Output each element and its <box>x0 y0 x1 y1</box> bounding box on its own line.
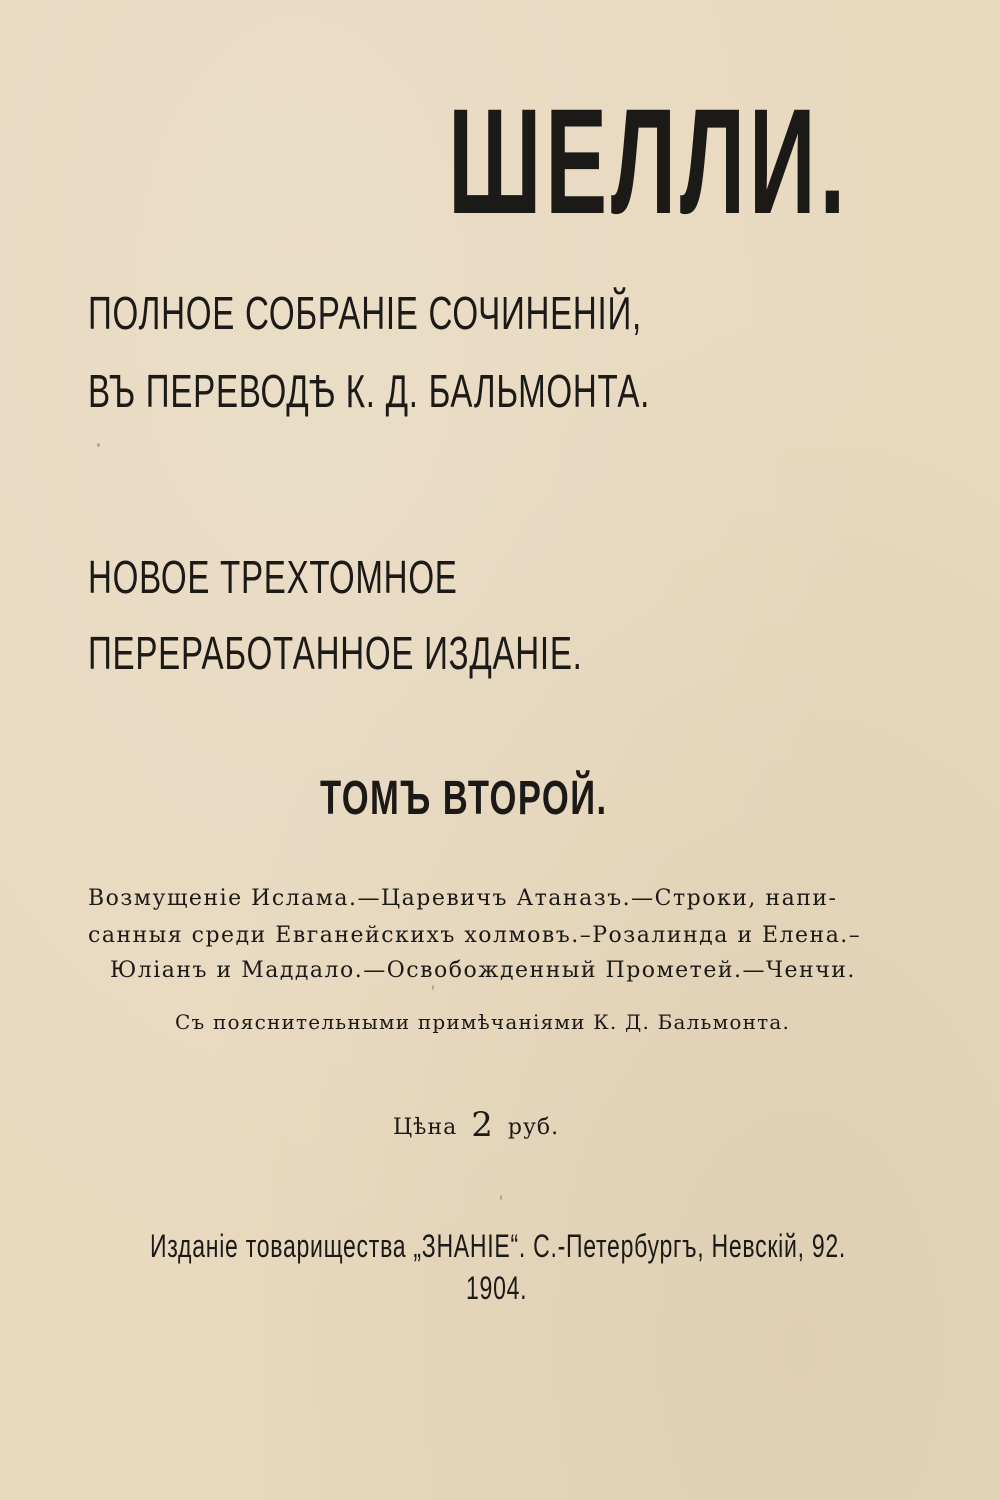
price <box>393 1105 560 1145</box>
price-amount: 2 <box>471 1105 494 1145</box>
contents-line-1: Возмущеніе Ислама.—Царевичъ Атаназъ.—Строки, напи- <box>88 886 838 911</box>
book-title: ШЕЛЛИ. <box>448 77 850 245</box>
price-unit: руб. <box>507 1115 560 1140</box>
edition-line-1: НОВОЕ ТРЕХТОМНОЕ <box>88 551 458 603</box>
paper-speck <box>432 985 434 990</box>
volume-heading: ТОМЪ ВТОРОЙ. <box>320 772 608 825</box>
paper-speck <box>500 1195 502 1200</box>
publisher-line: Изданіе товарищества „ЗНАНІЕ“. С.-Петербургъ, Невскій, 92. <box>150 1228 847 1264</box>
subtitle-line-2: ВЪ ПЕРЕВОДѢ К. Д. БАЛЬМОНТА. <box>88 365 651 417</box>
notes-line: Съ пояснительными примѣчаніями К. Д. Бальмонта. <box>175 1010 791 1034</box>
price-label: Цѣна <box>393 1115 458 1140</box>
paper-speck <box>97 443 100 447</box>
publication-year: 1904. <box>466 1270 528 1306</box>
edition-line-2: ПЕРЕРАБОТАННОЕ ИЗДАНІЕ. <box>88 627 583 679</box>
contents-line-3: Юліанъ и Маддало.—Освобожденный Прометей.—Ченчи. <box>110 958 856 983</box>
contents-line-2: санныя среди Евганейскихъ холмовъ.–Розалинда и Елена.– <box>88 923 862 948</box>
subtitle-line-1: ПОЛНОЕ СОБРАНІЕ СОЧИНЕНІЙ, <box>88 287 642 339</box>
